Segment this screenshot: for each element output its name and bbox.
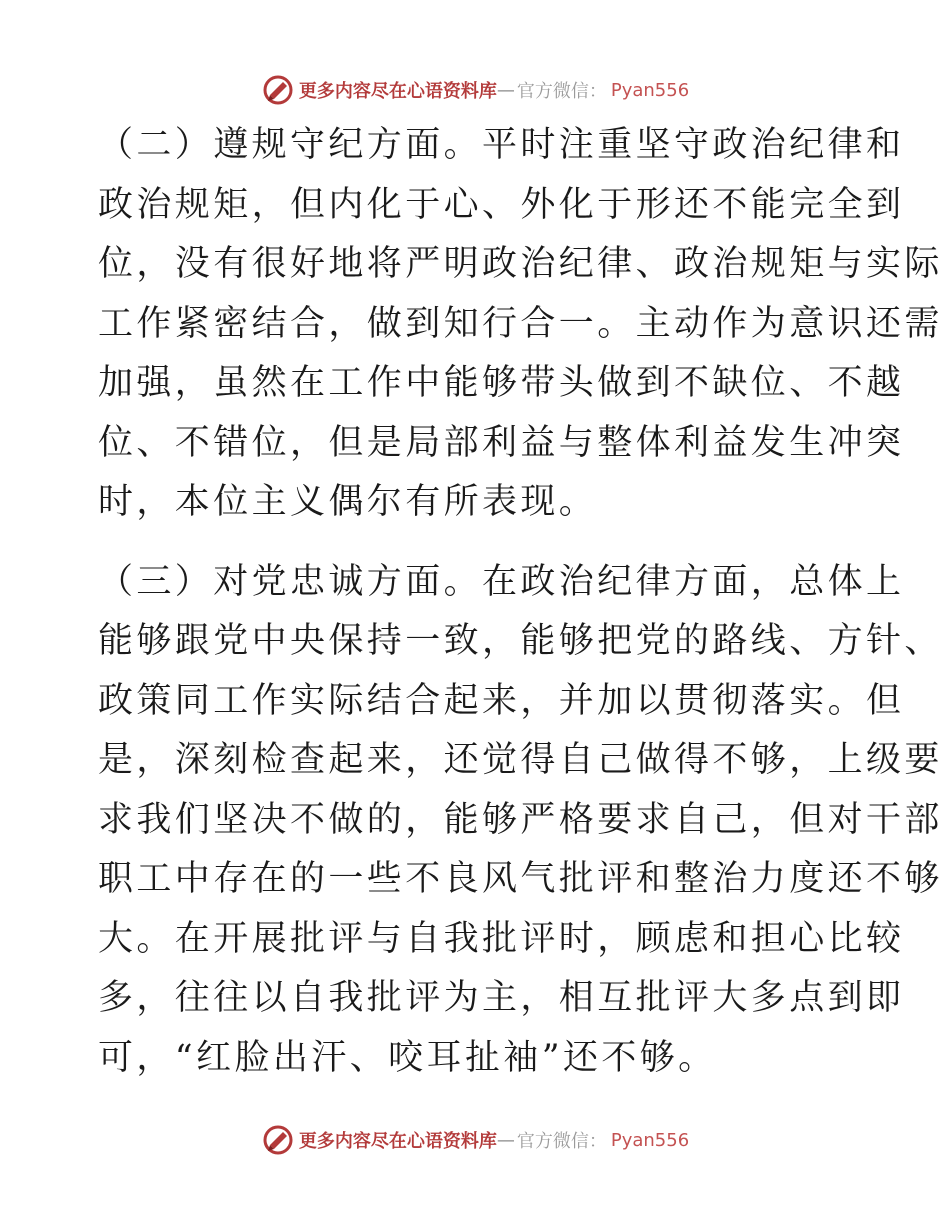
pen-logo-icon (261, 73, 295, 107)
text-line: 工作紧密结合，做到知行合一。主动作为意识还需 (98, 303, 943, 344)
text-line: 位，没有很好地将严明政治纪律、政治规矩与实际 (98, 244, 943, 284)
banner-dash: — (496, 1129, 515, 1151)
text-line: 政治规矩，但内化于心、外化于形还不能完全到 (98, 184, 905, 225)
text-line: 多，往往以自我批评为主，相互批评大多点到即 (98, 978, 905, 1018)
banner-brand-text: 更多内容尽在心语资料库 (298, 1131, 497, 1152)
paragraph-discipline (98, 116, 943, 533)
banner-wechat-id: Pyan556 (610, 1129, 690, 1151)
text-line: 职工中存在的一些不良风气批评和整治力度还不够 (98, 859, 943, 899)
document-body (98, 116, 943, 1088)
banner-official-label: 官方微信： (516, 81, 607, 102)
text-line: 大。在开展批评与自我批评时，顾虑和担心比较 (98, 918, 905, 959)
text-line: 能够跟党中央保持一致，能够把党的路线、方针、 (98, 621, 943, 661)
banner-dash: — (496, 79, 515, 101)
text-line: （二）遵规守纪方面。平时注重坚守政治纪律和 (98, 125, 905, 165)
text-line: 位、不错位，但是局部利益与整体利益发生冲突 (98, 422, 905, 463)
banner-brand-text: 更多内容尽在心语资料库 (298, 81, 497, 102)
header-watermark-banner (0, 70, 950, 110)
text-line: 时，本位主义偶尔有所表现。 (98, 482, 598, 522)
text-line: 求我们坚决不做的，能够严格要求自己，但对干部 (98, 799, 943, 840)
footer-watermark-banner (0, 1120, 950, 1160)
banner-wechat-id: Pyan556 (610, 79, 690, 101)
text-line: 是，深刻检查起来，还觉得自己做得不够，上级要 (98, 740, 943, 780)
paragraph-loyalty (98, 553, 943, 1089)
text-line: 政策同工作实际结合起来，并加以贯彻落实。但 (98, 680, 905, 721)
pen-logo-icon (261, 1123, 295, 1157)
banner-official-label: 官方微信： (516, 1131, 607, 1152)
text-line: （三）对党忠诚方面。在政治纪律方面，总体上 (98, 561, 905, 602)
text-line: 加强，虽然在工作中能够带头做到不缺位、不越 (98, 363, 905, 403)
text-line: 可，“红脸出汗、咬耳扯袖”还不够。 (98, 1037, 717, 1078)
